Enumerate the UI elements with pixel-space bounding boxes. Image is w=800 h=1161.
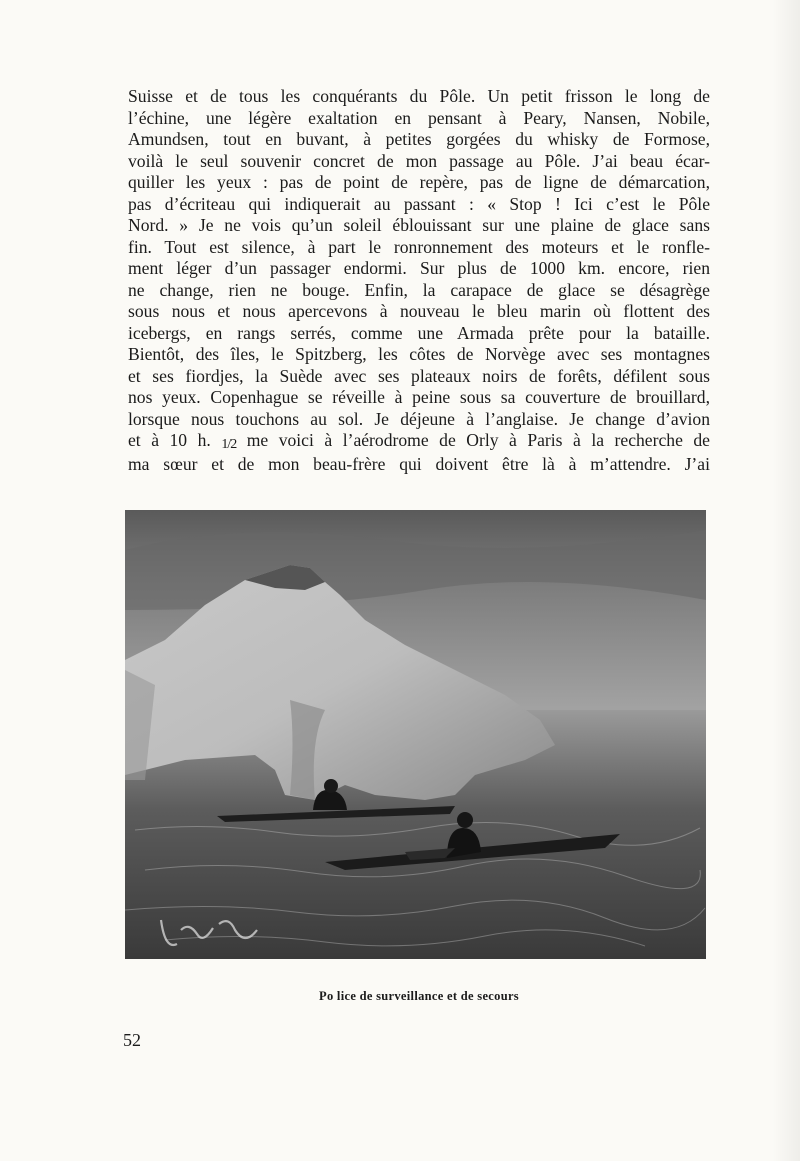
text-line: fin. Tout est silence, à part le ronronnement des moteurs et le ronfle-	[128, 236, 710, 257]
text-line: Suisse et de tous les conquérants du Pôle. Un petit frisson le long de	[128, 86, 710, 106]
page-number: 52	[123, 1030, 141, 1050]
body-text	[128, 86, 710, 475]
text-line: ma sœur et de mon beau-frère qui doivent être là à m’attendre. J’ai	[128, 453, 710, 474]
text-fragment: me voici à l’aérodrome de Orly à Paris à la recherche de	[236, 430, 710, 450]
text-line: lorsque nous touchons au sol. Je déjeune à l’anglaise. Je change d’avion	[128, 408, 710, 429]
photo-illustration	[125, 510, 706, 959]
text-fragment: et à 10 h.	[128, 430, 222, 450]
text-line: ment léger d’un passager endormi. Sur plus de 1000 km. encore, rien	[128, 258, 710, 278]
text-line: Nord. » Je ne vois qu’un soleil éblouissant sur une plaine de glace sans	[128, 215, 710, 235]
text-line: et ses fiordjes, la Suède avec ses plateaux noirs de forêts, défilent sous	[128, 365, 710, 386]
text-line: Amundsen, tout en buvant, à petites gorgées du whisky de Formose,	[128, 129, 710, 149]
text-line: nos yeux. Copenhague se réveille à peine sous sa couverture de brouillard,	[128, 387, 710, 407]
fraction-one-half: 1/2	[221, 437, 237, 452]
text-line: l’échine, une légère exaltation en pensant à Peary, Nansen, Nobile,	[128, 107, 710, 128]
iceberg-kayak-photo	[125, 510, 706, 959]
text-line: voilà le seul souvenir concret de mon passage au Pôle. J’ai beau écar-	[128, 150, 710, 171]
text-line: icebergs, en rangs serrés, comme une Armada prête pour la bataille.	[128, 322, 710, 343]
text-line: pas d’écriteau qui indiquerait au passant : « Stop ! Ici c’est le Pôle	[128, 193, 710, 214]
page-edge-shadow	[772, 0, 800, 1161]
text-line: Bientôt, des îles, le Spitzberg, les côtes de Norvège avec ses montagnes	[128, 344, 710, 364]
text-line: sous nous et nous apercevons à nouveau le bleu marin où flottent des	[128, 301, 710, 321]
photo-caption: Po lice de surveillance et de secours	[319, 989, 519, 1003]
text-line: ne change, rien ne bouge. Enfin, la carapace de glace se désagrège	[128, 279, 710, 300]
text-line: quiller les yeux : pas de point de repère, pas de ligne de démarcation,	[128, 172, 710, 192]
text-line-with-fraction	[128, 430, 710, 454]
